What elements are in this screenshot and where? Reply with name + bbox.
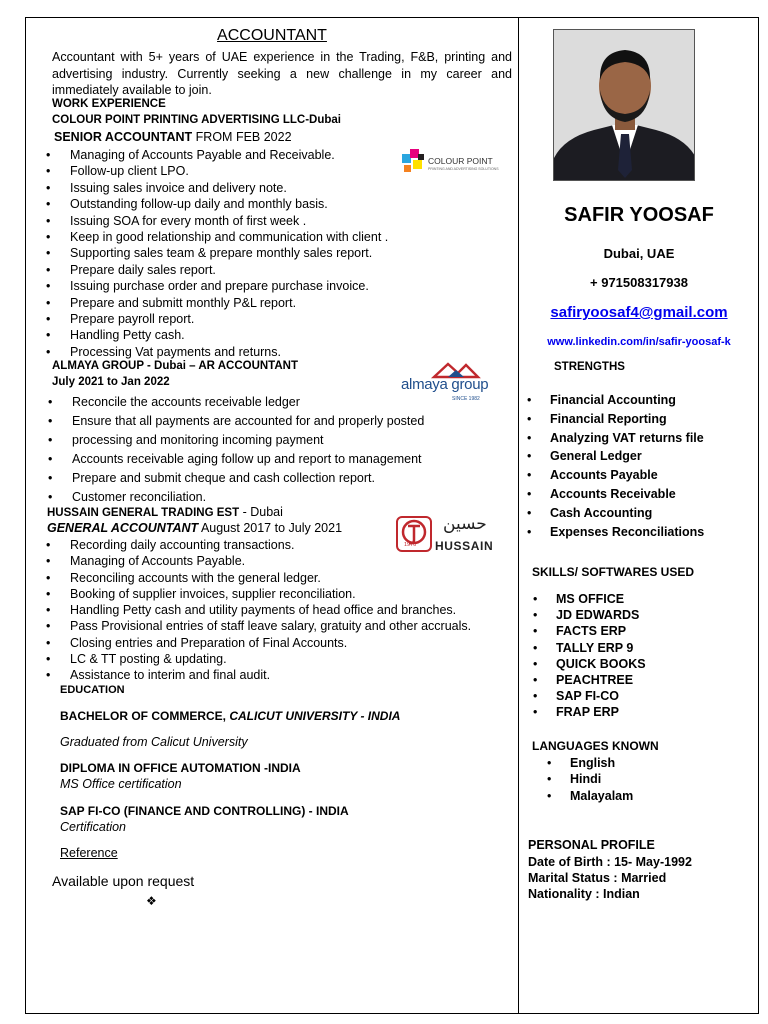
education-sap-title: SAP FI-CO (FINANCE AND CONTROLLING) - INDIA bbox=[60, 804, 349, 818]
work-experience-heading: WORK EXPERIENCE bbox=[52, 98, 166, 110]
job1-duty-item: • Supporting sales team & prepare monthly sales report. bbox=[46, 245, 388, 261]
education-bcom-note: Graduated from Calicut University bbox=[60, 735, 248, 749]
colour-point-logo-text: COLOUR POINT bbox=[428, 156, 493, 166]
job3-duty-item: • LC & TT posting & updating. bbox=[46, 651, 471, 667]
strength-item: • Accounts Receivable bbox=[550, 485, 704, 504]
education-sap-note: Certification bbox=[60, 820, 126, 834]
strength-item: • Financial Reporting bbox=[550, 410, 704, 429]
job3-company: HUSSAIN GENERAL TRADING EST bbox=[47, 507, 240, 519]
profile-photo bbox=[553, 29, 695, 181]
page-title: ACCOUNTANT bbox=[217, 27, 327, 44]
profile-name: SAFIR YOOSAF bbox=[564, 204, 714, 226]
job1-duty-item: • Follow-up client LPO. bbox=[46, 163, 388, 179]
job1-duty-item: • Prepare and submitt monthly P&L report. bbox=[46, 295, 388, 311]
job2-company: ALMAYA GROUP - Dubai – AR ACCOUNTANT bbox=[52, 360, 298, 372]
personal-nationality: Nationality : Indian bbox=[528, 887, 640, 901]
job3-duty-item: • Reconciling accounts with the general ledger. bbox=[46, 570, 471, 586]
education-heading: EDUCATION bbox=[60, 684, 125, 696]
language-item: • English bbox=[570, 755, 633, 771]
strength-item: • Financial Accounting bbox=[550, 391, 704, 410]
hussain-logo-arabic: حسين bbox=[443, 514, 487, 533]
skill-item: • TALLY ERP 9 bbox=[556, 640, 646, 656]
personal-marital-status: Marital Status : Married bbox=[528, 871, 667, 885]
job3-location: - Dubai bbox=[239, 505, 283, 519]
education-bcom-institution: CALICUT UNIVERSITY - INDIA bbox=[229, 709, 401, 723]
job2-duty-item: • Prepare and submit cheque and cash collection report. bbox=[48, 469, 424, 488]
education-diploma-title: DIPLOMA IN OFFICE AUTOMATION -INDIA bbox=[60, 761, 301, 775]
job1-duty-item: • Processing Vat payments and returns. bbox=[46, 344, 388, 360]
job3-role: GENERAL ACCOUNTANT bbox=[47, 521, 199, 535]
job2-duty-item: • Ensure that all payments are accounted for and properly posted bbox=[48, 412, 424, 431]
job3-title-line bbox=[47, 521, 342, 535]
education-bcom bbox=[60, 709, 400, 723]
skills-heading: SKILLS/ SOFTWARES USED bbox=[532, 565, 695, 579]
job3-duty-item: • Handling Petty cash and utility payments of head office and branches. bbox=[46, 602, 471, 618]
reference-heading: Reference bbox=[60, 846, 118, 860]
job3-period: August 2017 to July 2021 bbox=[198, 521, 343, 535]
job2-duties bbox=[48, 393, 424, 507]
almaya-logo bbox=[398, 360, 510, 406]
job1-title-line bbox=[54, 130, 292, 144]
skill-item: • QUICK BOOKS bbox=[556, 656, 646, 672]
job3-duty-item: • Recording daily accounting transactions. bbox=[46, 537, 471, 553]
profile-linkedin-link[interactable]: www.linkedin.com/in/safir-yoosaf-k bbox=[547, 336, 731, 348]
job1-period: FROM FEB 2022 bbox=[192, 130, 292, 144]
job1-duty-item: • Handling Petty cash. bbox=[46, 327, 388, 343]
job1-company: COLOUR POINT PRINTING ADVERTISING LLC-Dubai bbox=[52, 114, 341, 126]
almaya-logo-text: almaya group bbox=[401, 376, 489, 393]
colour-point-logo bbox=[401, 148, 499, 180]
colour-point-logo-subtext: PRINTING AND ADVERTISING SOLUTIONS bbox=[428, 167, 499, 171]
strength-item: • Analyzing VAT returns file bbox=[550, 429, 704, 448]
resume-page bbox=[25, 17, 759, 1014]
personal-dob: Date of Birth : 15- May-1992 bbox=[528, 855, 692, 869]
summary-paragraph: Accountant with 5+ years of UAE experience in the Trading, F&B, printing and advertising industry. Currently seeking a new challenge in my career and immediately available to join. bbox=[52, 50, 512, 97]
strength-item: • General Ledger bbox=[550, 447, 704, 466]
job2-duty-item: • processing and monitoring incoming payment bbox=[48, 431, 424, 450]
job2-duty-item: • Accounts receivable aging follow up and report to management bbox=[48, 450, 424, 469]
languages-list bbox=[570, 755, 633, 804]
skill-item: • FRAP ERP bbox=[556, 704, 646, 720]
job3-duties bbox=[46, 537, 471, 684]
job3-duty-item: • Pass Provisional entries of staff leave salary, gratuity and other accruals. bbox=[46, 618, 471, 634]
job1-duty-item: • Issuing sales invoice and delivery note. bbox=[46, 180, 388, 196]
profile-location: Dubai, UAE bbox=[603, 246, 675, 261]
skills-list bbox=[556, 591, 646, 721]
language-item: • Hindi bbox=[570, 771, 633, 787]
job1-duty-item: • Prepare daily sales report. bbox=[46, 262, 388, 278]
strengths-list bbox=[550, 391, 704, 541]
profile-email-link[interactable]: safiryoosaf4@gmail.com bbox=[550, 304, 728, 321]
reference-text: Available upon request bbox=[52, 873, 195, 889]
job2-period: July 2021 to Jan 2022 bbox=[52, 376, 170, 388]
education-diploma-note: MS Office certification bbox=[60, 777, 182, 791]
hussain-logo-year: 1976 bbox=[404, 542, 417, 548]
job1-duty-item: • Prepare payroll report. bbox=[46, 311, 388, 327]
skill-item: • JD EDWARDS bbox=[556, 607, 646, 623]
job3-duty-item: • Closing entries and Preparation of Final Accounts. bbox=[46, 635, 471, 651]
job3-company-line bbox=[47, 505, 283, 519]
job3-duty-item: • Booking of supplier invoices, supplier reconciliation. bbox=[46, 586, 471, 602]
skill-item: • PEACHTREE bbox=[556, 672, 646, 688]
job2-duty-item: • Reconcile the accounts receivable ledger bbox=[48, 393, 424, 412]
language-item: • Malayalam bbox=[570, 788, 633, 804]
strength-item: • Expenses Reconciliations bbox=[550, 523, 704, 542]
job2-duty-item: • Customer reconciliation. bbox=[48, 488, 424, 507]
job3-duty-item: • Assistance to interim and final audit. bbox=[46, 667, 471, 683]
skill-item: • MS OFFICE bbox=[556, 591, 646, 607]
almaya-logo-since: SINCE 1982 bbox=[452, 396, 480, 402]
strengths-heading: STRENGTHS bbox=[554, 361, 625, 373]
job1-duty-item: • Outstanding follow-up daily and monthly basis. bbox=[46, 196, 388, 212]
job1-duties bbox=[46, 147, 388, 360]
education-bcom-title: BACHELOR OF COMMERCE, bbox=[60, 709, 230, 723]
strength-item: • Accounts Payable bbox=[550, 466, 704, 485]
profile-phone: + 971508317938 bbox=[590, 275, 688, 290]
job1-role: SENIOR ACCOUNTANT bbox=[54, 130, 193, 144]
hussain-logo bbox=[395, 515, 509, 555]
right-column bbox=[519, 18, 759, 1013]
job1-duty-item: • Issuing SOA for every month of first week . bbox=[46, 213, 388, 229]
strength-item: • Cash Accounting bbox=[550, 504, 704, 523]
hussain-logo-text: HUSSAIN bbox=[435, 539, 494, 553]
job1-duty-item: • Keep in good relationship and communication with client . bbox=[46, 229, 388, 245]
skill-item: • FACTS ERP bbox=[556, 623, 646, 639]
ornament-icon: ❖ bbox=[146, 894, 157, 908]
job1-duty-item: • Managing of Accounts Payable and Receivable. bbox=[46, 147, 388, 163]
job3-duty-item: • Managing of Accounts Payable. bbox=[46, 553, 471, 569]
languages-heading: LANGUAGES KNOWN bbox=[532, 739, 659, 753]
left-column bbox=[26, 18, 518, 1013]
job1-duty-item: • Issuing purchase order and prepare purchase invoice. bbox=[46, 278, 388, 294]
skill-item: • SAP FI-CO bbox=[556, 688, 646, 704]
personal-profile-heading: PERSONAL PROFILE bbox=[528, 838, 655, 852]
